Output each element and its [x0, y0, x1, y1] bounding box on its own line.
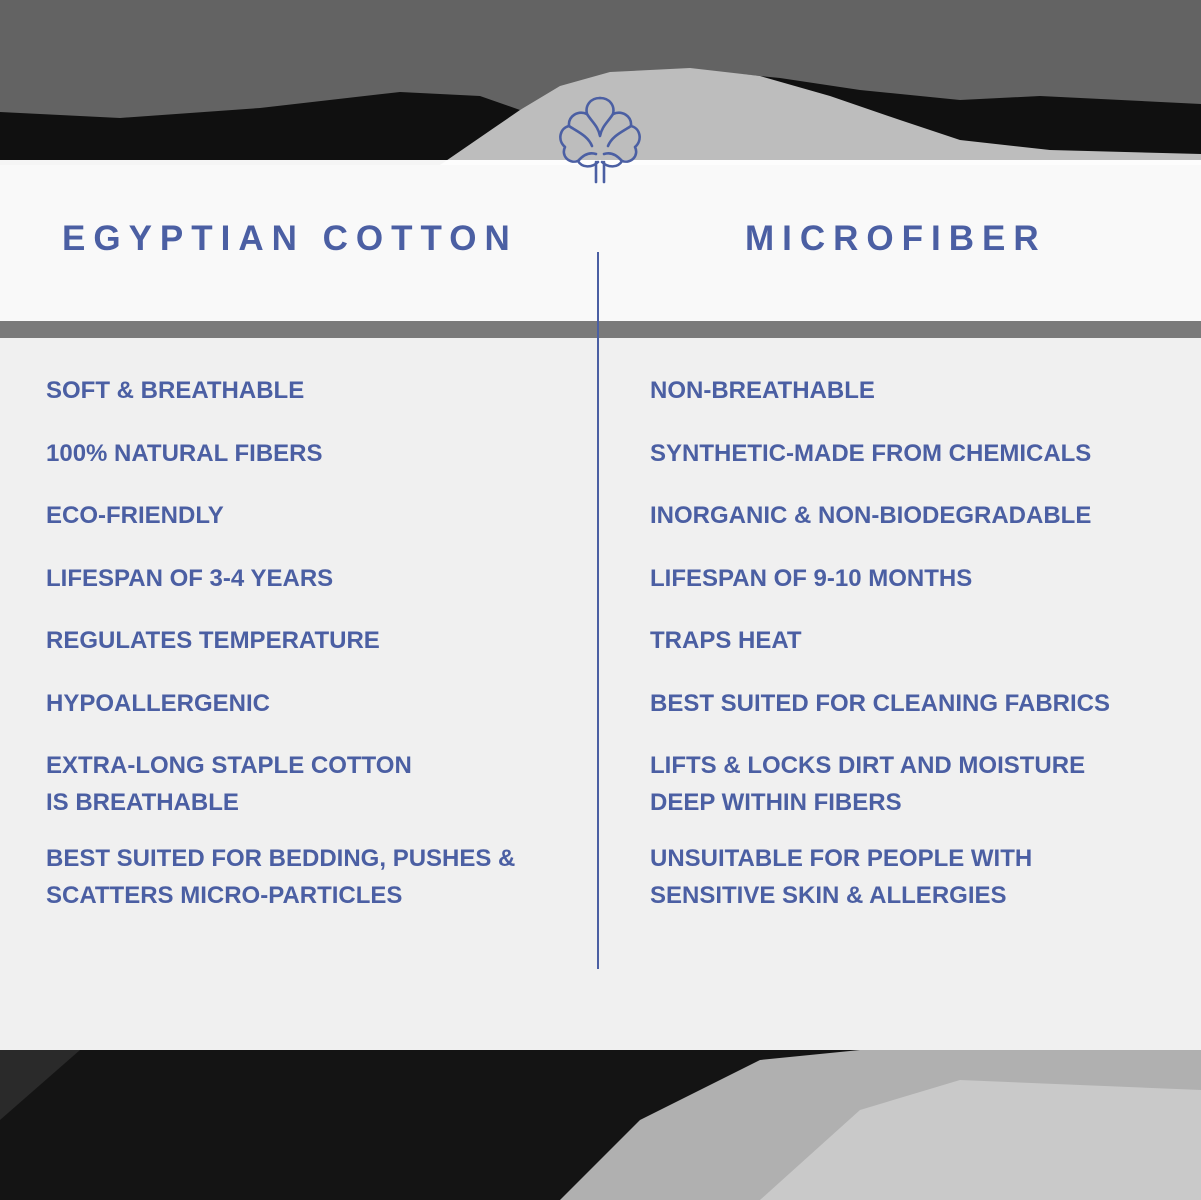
list-item: LIFESPAN OF 3-4 YEARS [46, 564, 334, 592]
list-item: SYNTHETIC-MADE FROM CHEMICALS [650, 439, 1092, 467]
list-item: BEST SUITED FOR CLEANING FABRICS [650, 689, 1111, 717]
column-divider [597, 252, 599, 969]
list-item: UNSUITABLE FOR PEOPLE WITH SENSITIVE SKIN & ALLERGIES [650, 845, 1033, 909]
list-item: HYPOALLERGENIC [46, 689, 271, 717]
list-item: LIFESPAN OF 9-10 MONTHS [650, 564, 973, 592]
list-item: BEST SUITED FOR BEDDING, PUSHES & SCATTERS MICRO-PARTICLES [46, 845, 516, 909]
egyptian-cotton-title: EGYPTIAN COTTON [62, 219, 518, 258]
list-item: LIFTS & LOCKS DIRT AND MOISTURE DEEP WITHIN FIBERS [650, 752, 1086, 816]
egyptian-cotton-features [46, 372, 581, 933]
list-item: ECO-FRIENDLY [46, 502, 224, 529]
cotton-boll-icon [552, 92, 648, 186]
list-item: NON-BREATHABLE [650, 377, 875, 404]
microfiber-features [650, 372, 1175, 933]
list-item: EXTRA-LONG STAPLE COTTON IS BREATHABLE [46, 752, 412, 816]
microfiber-title: MICROFIBER [745, 219, 1047, 258]
list-item: TRAPS HEAT [650, 627, 802, 654]
list-item: REGULATES TEMPERATURE [46, 627, 380, 654]
list-item: SOFT & BREATHABLE [46, 377, 305, 404]
list-item: INORGANIC & NON-BIODEGRADABLE [650, 502, 1092, 529]
list-item: 100% NATURAL FIBERS [46, 439, 323, 467]
